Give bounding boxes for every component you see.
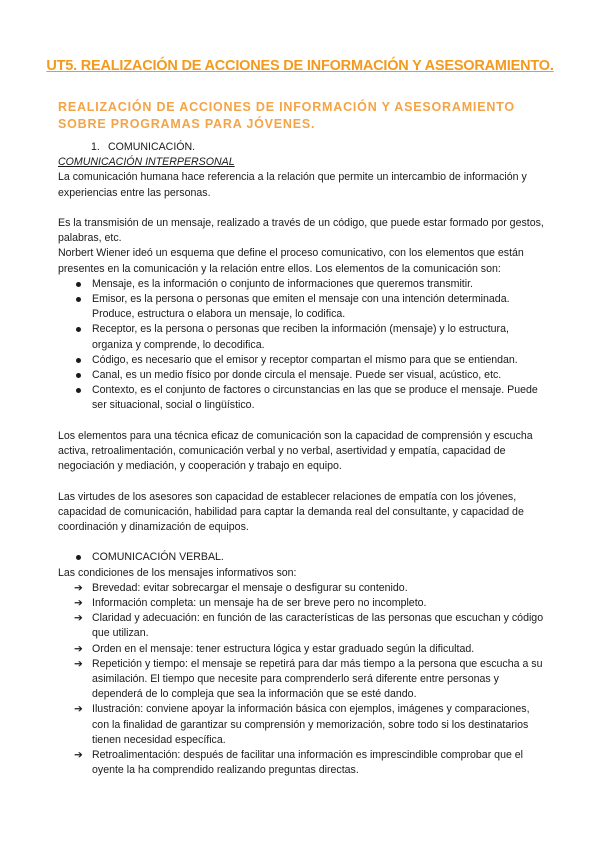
arrow-icon: ➔ bbox=[74, 642, 83, 655]
paragraph: Los elementos para una técnica eficaz de comunicación son la capacidad de comprensión y escucha activa, retroalimentación, comunicación verbal y no verbal, asertividad y empatía, capacidad de negociación y mediación, y cooperación y trabajo en equipo. bbox=[58, 429, 533, 473]
list-item: ➔ Orden en el mensaje: tener estructura lógica y estar graduado según la dificultad. bbox=[58, 642, 548, 657]
list-item: ➔ Brevedad: evitar sobrecargar el mensaje o desfigurar su contenido. bbox=[58, 581, 548, 596]
arrow-icon: ➔ bbox=[74, 612, 83, 625]
arrow-icon: ➔ bbox=[74, 581, 83, 594]
section-heading: REALIZACIÓN DE ACCIONES DE INFORMACIÓN Y ASESORAMIENTO SOBRE PROGRAMAS PARA JÓVENES. bbox=[58, 100, 515, 131]
bullet-icon bbox=[76, 297, 81, 302]
elements-list bbox=[58, 277, 548, 414]
bullet-icon bbox=[76, 358, 81, 363]
list-item: ➔ Retroalimentación: después de facilitar una información es imprescindible comprobar que el oyente la ha comprendido realizando preguntas directas. bbox=[74, 749, 524, 777]
bullet-icon bbox=[76, 373, 81, 378]
document-title: UT5. REALIZACIÓN DE ACCIONES DE INFORMACIÓN Y ASESORAMIENTO. bbox=[46, 58, 554, 74]
list-item: ➔ Claridad y adecuación: en función de las características de las personas que escuchan y código que utilizan. bbox=[74, 612, 544, 640]
list-item: ➔ Ilustración: conviene apoyar la información básica con ejemplos, imágenes y comparaciones, con la finalidad de garantizar su comprensión y memorización, sobre todo si los destinatarios tienen necesidad específica. bbox=[74, 703, 530, 746]
list-item: Emisor, es la persona o personas que emiten el mensaje con una intención determinada. Produce, estructura o elabora un mensaje, lo codifica. bbox=[58, 292, 548, 322]
verbal-heading: COMUNICACIÓN VERBAL. bbox=[58, 550, 548, 565]
paragraph: Es la transmisión de un mensaje, realizado a través de un código, que puede estar formado por gestos, palabras, etc. bbox=[58, 217, 544, 245]
list-item: Mensaje, es la información o conjunto de informaciones que queremos transmitir. bbox=[58, 277, 548, 292]
paragraph: Las virtudes de los asesores son capacidad de establecer relaciones de empatía con los jóvenes, capacidad de comunicación, habilidad para captar la demanda real del consultante, y capacidad de coordinación y dinamización de equipos. bbox=[58, 490, 524, 534]
list-item: ➔ Información completa: un mensaje ha de ser breve pero no incompleto. bbox=[58, 596, 548, 611]
bullet-icon bbox=[76, 555, 81, 560]
arrow-icon: ➔ bbox=[74, 703, 83, 716]
list-item: Receptor, es la persona o personas que reciben la información (mensaje) y lo estructura, organiza y comprende, lo decodifica. bbox=[58, 322, 548, 352]
paragraph: La comunicación humana hace referencia a la relación que permite un intercambio de información y experiencias entre las personas. bbox=[58, 171, 527, 199]
list-item: Contexto, es el conjunto de factores o circunstancias en las que se produce el mensaje. Puede ser situacional, social o lingüístico. bbox=[58, 383, 548, 413]
document-body bbox=[58, 140, 548, 778]
numbered-heading: 1. COMUNICACIÓN. bbox=[91, 141, 196, 153]
bullet-icon bbox=[76, 327, 81, 332]
list-item: Código, es necesario que el emisor y receptor compartan el mismo para que se entiendan. bbox=[58, 353, 548, 368]
arrow-icon: ➔ bbox=[74, 749, 83, 762]
list-item: Canal, es un medio físico por donde circula el mensaje. Puede ser visual, acústico, etc. bbox=[58, 368, 548, 383]
arrow-icon: ➔ bbox=[74, 657, 83, 670]
paragraph: Las condiciones de los mensajes informativos son: bbox=[58, 566, 297, 579]
arrow-icon: ➔ bbox=[74, 597, 83, 610]
subheading-interpersonal: COMUNICACIÓN INTERPERSONAL bbox=[58, 156, 235, 169]
conditions-list bbox=[58, 581, 548, 779]
paragraph: Norbert Wiener ideó un esquema que define el proceso comunicativo, con los elementos que están presentes en la comunicación y la relación entre ellos. Los elementos de la comunicación son: bbox=[58, 247, 524, 275]
bullet-icon bbox=[76, 282, 81, 287]
bullet-icon bbox=[76, 388, 81, 393]
list-item: ➔ Repetición y tiempo: el mensaje se repetirá para dar más tiempo a la persona que escucha a su asimilación. El tiempo que necesite para comprenderlo será diferente entre personas y dependerá de lo compleja que sea la información que se esté dando. bbox=[74, 657, 543, 701]
